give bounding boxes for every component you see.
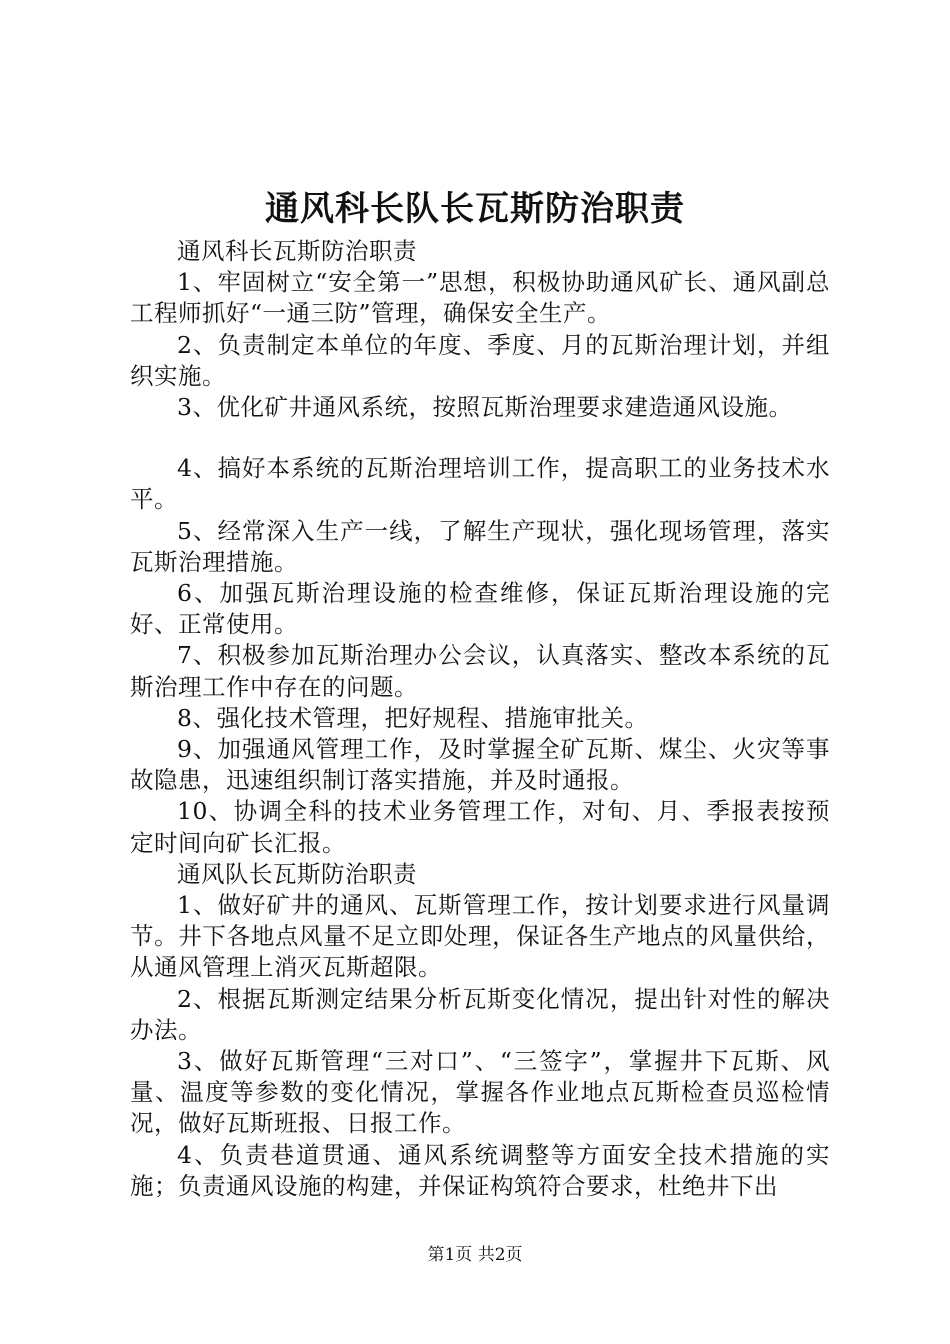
section-heading-ventilation-chief: 通风科长瓦斯防治职责 <box>177 237 417 265</box>
paragraph: 2、根据瓦斯测定结果分析瓦斯变化情况，提出针对性的解决办法。 <box>130 984 830 1044</box>
document-body <box>130 236 830 1202</box>
paragraph: 5、经常深入生产一线，了解生产现状，强化现场管理，落实瓦斯治理措施。 <box>130 516 830 576</box>
paragraph: 3、做好瓦斯管理“三对口”、“三签字”，掌握井下瓦斯、风量、温度等参数的变化情况，掌握各作业地点瓦斯检查员巡检情况，做好瓦斯班报、日报工作。 <box>130 1047 830 1138</box>
page-number-footer: 第1页 共2页 <box>427 1245 523 1265</box>
paragraph: 7、积极参加瓦斯治理办公会议，认真落实、整改本系统的瓦斯治理工作中存在的问题。 <box>130 641 830 701</box>
paragraph: 2、负责制定本单位的年度、季度、月的瓦斯治理计划，并组织实施。 <box>130 330 830 390</box>
document-title: 通风科长队长瓦斯防治职责 <box>265 189 685 229</box>
paragraph: 1、做好矿井的通风、瓦斯管理工作，按计划要求进行风量调节。井下各地点风量不足立即处理，保证各生产地点的风量供给，从通风管理上消灭瓦斯超限。 <box>130 891 830 982</box>
paragraph: 10、协调全科的技术业务管理工作，对旬、月、季报表按预定时间向矿长汇报。 <box>130 797 830 857</box>
paragraph: 8、强化技术管理，把好规程、措施审批关。 <box>177 703 649 732</box>
paragraph: 6、加强瓦斯治理设施的检查维修，保证瓦斯治理设施的完好、正常使用。 <box>130 579 830 639</box>
paragraph: 3、优化矿井通风系统，按照瓦斯治理要求建造通风设施。 <box>177 393 793 422</box>
paragraph: 1、牢固树立“安全第一”思想，积极协助通风矿长、通风副总工程师抓好“一通三防”管理，确保安全生产。 <box>130 268 830 328</box>
paragraph-spacer <box>130 423 830 453</box>
paragraph: 4、负责巷道贯通、通风系统调整等方面安全技术措施的实施；负责通风设施的构建，并保证构筑符合要求，杜绝井下出 <box>130 1140 830 1200</box>
paragraph: 4、搞好本系统的瓦斯治理培训工作，提高职工的业务技术水平。 <box>130 454 830 514</box>
paragraph: 9、加强通风管理工作，及时掌握全矿瓦斯、煤尘、火灾等事故隐患，迅速组织制订落实措施，并及时通报。 <box>130 735 830 795</box>
section-heading-ventilation-team-leader: 通风队长瓦斯防治职责 <box>177 859 417 888</box>
